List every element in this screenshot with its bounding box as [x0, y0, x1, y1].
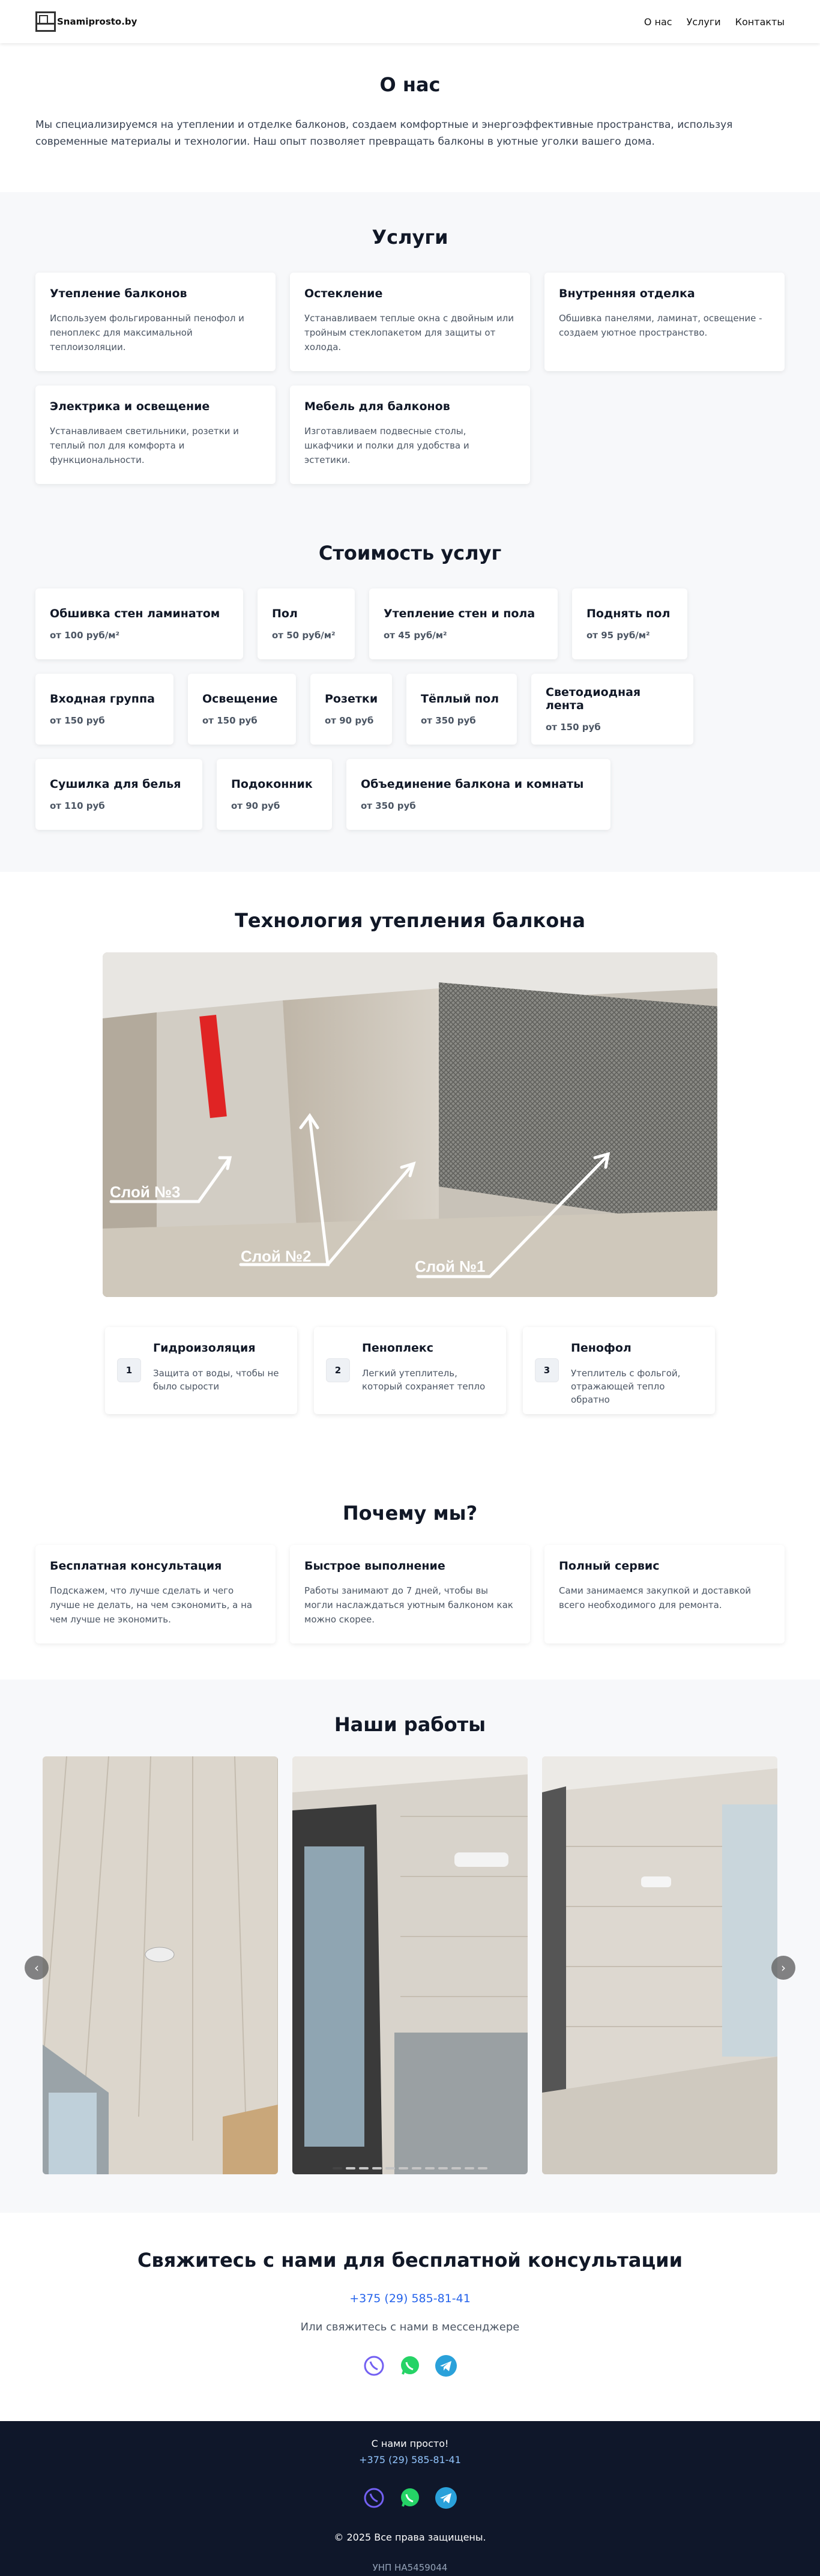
main-nav	[644, 16, 785, 28]
why-card-text: Подскажем, что лучше сделать и чего лучше не делать, на чем сэкономить, а на чем лучше не экономить.	[50, 1585, 253, 1625]
footer-phone-link[interactable]: +375 (29) 585-81-41	[359, 2454, 461, 2466]
layer-title: Гидроизоляция	[153, 1341, 256, 1355]
service-title: Утепление балконов	[50, 287, 187, 300]
service-card	[290, 385, 530, 484]
footer-unp: УНП НА5459044	[372, 2562, 448, 2573]
slider-dot[interactable]	[478, 2167, 487, 2169]
contact-subtitle: Или свяжитесь с нами в мессенджере	[300, 2321, 520, 2333]
slider-dot[interactable]	[425, 2167, 435, 2169]
nav-services[interactable]: Услуги	[686, 16, 721, 28]
chevron-right-icon: ›	[781, 1961, 786, 1975]
price-value: от 90 руб	[325, 715, 374, 726]
about-text: Мы специализируемся на утеплении и отделке балконов, создаем комфортные и энергоэффективные пространства, используя современные материалы и технологии. Наш опыт позволяет превращать балконы в уютные уголки вашего дома.	[35, 119, 733, 148]
work-photo[interactable]	[292, 1756, 528, 2174]
whatsapp-icon[interactable]	[398, 2354, 422, 2378]
work-photo[interactable]	[542, 1756, 777, 2174]
layer-text: Легкий утеплитель, который сохраняет тепло	[362, 1368, 486, 1392]
nav-about[interactable]: О нас	[644, 16, 672, 28]
nav-contacts[interactable]: Контакты	[735, 16, 785, 28]
why-section	[0, 1468, 820, 1680]
slider-dot[interactable]	[438, 2167, 448, 2169]
price-card	[35, 588, 243, 659]
logo[interactable]	[35, 11, 137, 32]
service-card	[35, 385, 276, 484]
why-card-title: Полный сервис	[559, 1559, 660, 1573]
why-card-title: Бесплатная консультация	[50, 1559, 222, 1573]
price-value: от 45 руб/м²	[384, 630, 447, 641]
price-value: от 100 руб/м²	[50, 630, 120, 641]
price-title: Поднять пол	[586, 607, 671, 620]
price-value: от 150 руб	[50, 715, 105, 726]
photo-label-layer-2: Слой №2	[241, 1247, 312, 1265]
slider-dot[interactable]	[399, 2167, 408, 2169]
work-photo-image	[542, 1756, 777, 2174]
works-slider	[22, 1756, 798, 2174]
services-title: Услуги	[372, 226, 448, 249]
price-card	[217, 759, 332, 830]
contact-phone-link[interactable]: +375 (29) 585-81-41	[349, 2292, 471, 2305]
why-card-title: Быстрое выполнение	[304, 1559, 445, 1573]
service-card	[544, 273, 785, 371]
telegram-icon[interactable]	[434, 2354, 458, 2378]
why-card-text: Сами занимаемся закупкой и доставкой всего необходимого для ремонта.	[559, 1585, 752, 1610]
insulation-photo	[103, 952, 717, 1297]
footer-copyright: © 2025 Все права защищены.	[334, 2532, 486, 2543]
about-section	[0, 43, 820, 192]
slider-dot[interactable]	[451, 2167, 461, 2169]
telegram-icon[interactable]	[434, 2486, 458, 2510]
why-card	[290, 1545, 530, 1643]
price-value: от 95 руб/м²	[586, 630, 650, 641]
footer-tagline: С нами просто!	[371, 2438, 449, 2449]
layer-number: 3	[535, 1358, 559, 1382]
service-title: Внутренняя отделка	[559, 287, 695, 300]
slider-pagination	[333, 2167, 487, 2169]
viber-icon[interactable]	[362, 2354, 386, 2378]
price-title: Входная группа	[50, 692, 155, 706]
layer-number: 1	[117, 1358, 141, 1382]
price-value: от 350 руб	[421, 715, 476, 726]
price-title: Объединение балкона и комнаты	[361, 778, 584, 791]
slider-dot[interactable]	[372, 2167, 382, 2169]
services-section	[0, 192, 820, 518]
price-card	[572, 588, 687, 659]
contact-section	[0, 2213, 820, 2421]
work-photo-image	[43, 1756, 278, 2174]
service-card	[290, 273, 530, 371]
site-header	[0, 0, 820, 43]
price-title: Подоконник	[231, 778, 313, 791]
service-text: Устанавливаем теплые окна с двойным или тройным стеклопакетом для защиты от холода.	[304, 313, 514, 352]
viber-icon[interactable]	[362, 2486, 386, 2510]
price-title: Светодиодная лента	[546, 686, 641, 712]
slider-next-button[interactable]	[771, 1956, 795, 1980]
prices-section	[0, 518, 820, 872]
price-value: от 110 руб	[50, 800, 105, 811]
price-title: Пол	[272, 607, 298, 620]
price-card	[406, 674, 517, 745]
price-card	[35, 674, 173, 745]
contact-title: Свяжитесь с нами для бесплатной консультации	[137, 2249, 683, 2272]
price-title: Утепление стен и пола	[384, 607, 535, 620]
why-card-text: Работы занимают до 7 дней, чтобы вы могли наслаждаться уютным балконом как можно скорее.	[304, 1585, 513, 1625]
why-card	[544, 1545, 785, 1643]
price-value: от 50 руб/м²	[272, 630, 336, 641]
work-photo-image	[292, 1756, 528, 2174]
layer-number: 2	[326, 1358, 350, 1382]
slider-dot[interactable]	[385, 2167, 395, 2169]
layer-card	[523, 1327, 715, 1414]
whatsapp-icon[interactable]	[398, 2486, 422, 2510]
slider-dot[interactable]	[465, 2167, 474, 2169]
service-text: Обшивка панелями, ламинат, освещение - создаем уютное пространство.	[559, 313, 762, 338]
service-text: Используем фольгированный пенофол и пеноплекс для максимальной теплоизоляции.	[50, 313, 244, 352]
layer-text: Защита от воды, чтобы не было сырости	[153, 1368, 279, 1392]
layer-card	[105, 1327, 297, 1414]
price-value: от 350 руб	[361, 800, 416, 811]
photo-label-layer-1: Слой №1	[415, 1257, 486, 1275]
logo-text: Snamiprosto.by	[57, 16, 137, 27]
layer-title: Пеноплекс	[362, 1341, 434, 1355]
price-title: Розетки	[325, 692, 378, 706]
work-photo[interactable]	[43, 1756, 278, 2174]
price-value: от 90 руб	[231, 800, 280, 811]
price-title: Обшивка стен ламинатом	[50, 607, 220, 620]
photo-label-layer-3: Слой №3	[110, 1183, 181, 1201]
slider-dot[interactable]	[333, 2167, 342, 2169]
site-footer	[0, 2421, 820, 2576]
price-value: от 150 руб	[202, 715, 258, 726]
why-title: Почему мы?	[342, 1502, 478, 1525]
tech-section	[0, 872, 820, 1468]
service-text: Изготавливаем подвесные столы, шкафчики и полки для удобства и эстетики.	[304, 426, 469, 465]
slider-prev-button[interactable]	[25, 1956, 49, 1980]
price-card	[310, 674, 392, 745]
insulation-photo-image	[103, 952, 717, 1297]
slider-dot[interactable]	[359, 2167, 369, 2169]
logo-icon	[35, 11, 56, 32]
slider-dot[interactable]	[346, 2167, 355, 2169]
price-value: от 150 руб	[546, 722, 601, 733]
chevron-left-icon: ‹	[34, 1961, 39, 1975]
prices-title: Стоимость услуг	[318, 542, 502, 564]
price-card	[258, 588, 355, 659]
service-title: Остекление	[304, 287, 383, 300]
price-card	[188, 674, 296, 745]
slider-dot[interactable]	[412, 2167, 421, 2169]
service-title: Мебель для балконов	[304, 400, 450, 413]
price-title: Освещение	[202, 692, 278, 706]
service-title: Электрика и освещение	[50, 400, 210, 413]
tech-title: Технология утепления балкона	[235, 909, 585, 932]
about-title: О нас	[379, 73, 441, 96]
price-card	[346, 759, 610, 830]
price-card	[35, 759, 202, 830]
works-section	[0, 1680, 820, 2213]
price-card	[369, 588, 558, 659]
price-card	[531, 674, 693, 745]
layer-card	[314, 1327, 506, 1414]
works-title: Наши работы	[334, 1713, 486, 1736]
service-text: Устанавливаем светильники, розетки и теплый пол для комфорта и функциональности.	[50, 426, 239, 465]
why-card	[35, 1545, 276, 1643]
price-title: Сушилка для белья	[50, 778, 181, 791]
layer-text: Утеплитель с фольгой, отражающей тепло обратно	[571, 1368, 681, 1405]
service-card	[35, 273, 276, 371]
layer-title: Пенофол	[571, 1341, 632, 1355]
price-title: Тёплый пол	[421, 692, 499, 706]
